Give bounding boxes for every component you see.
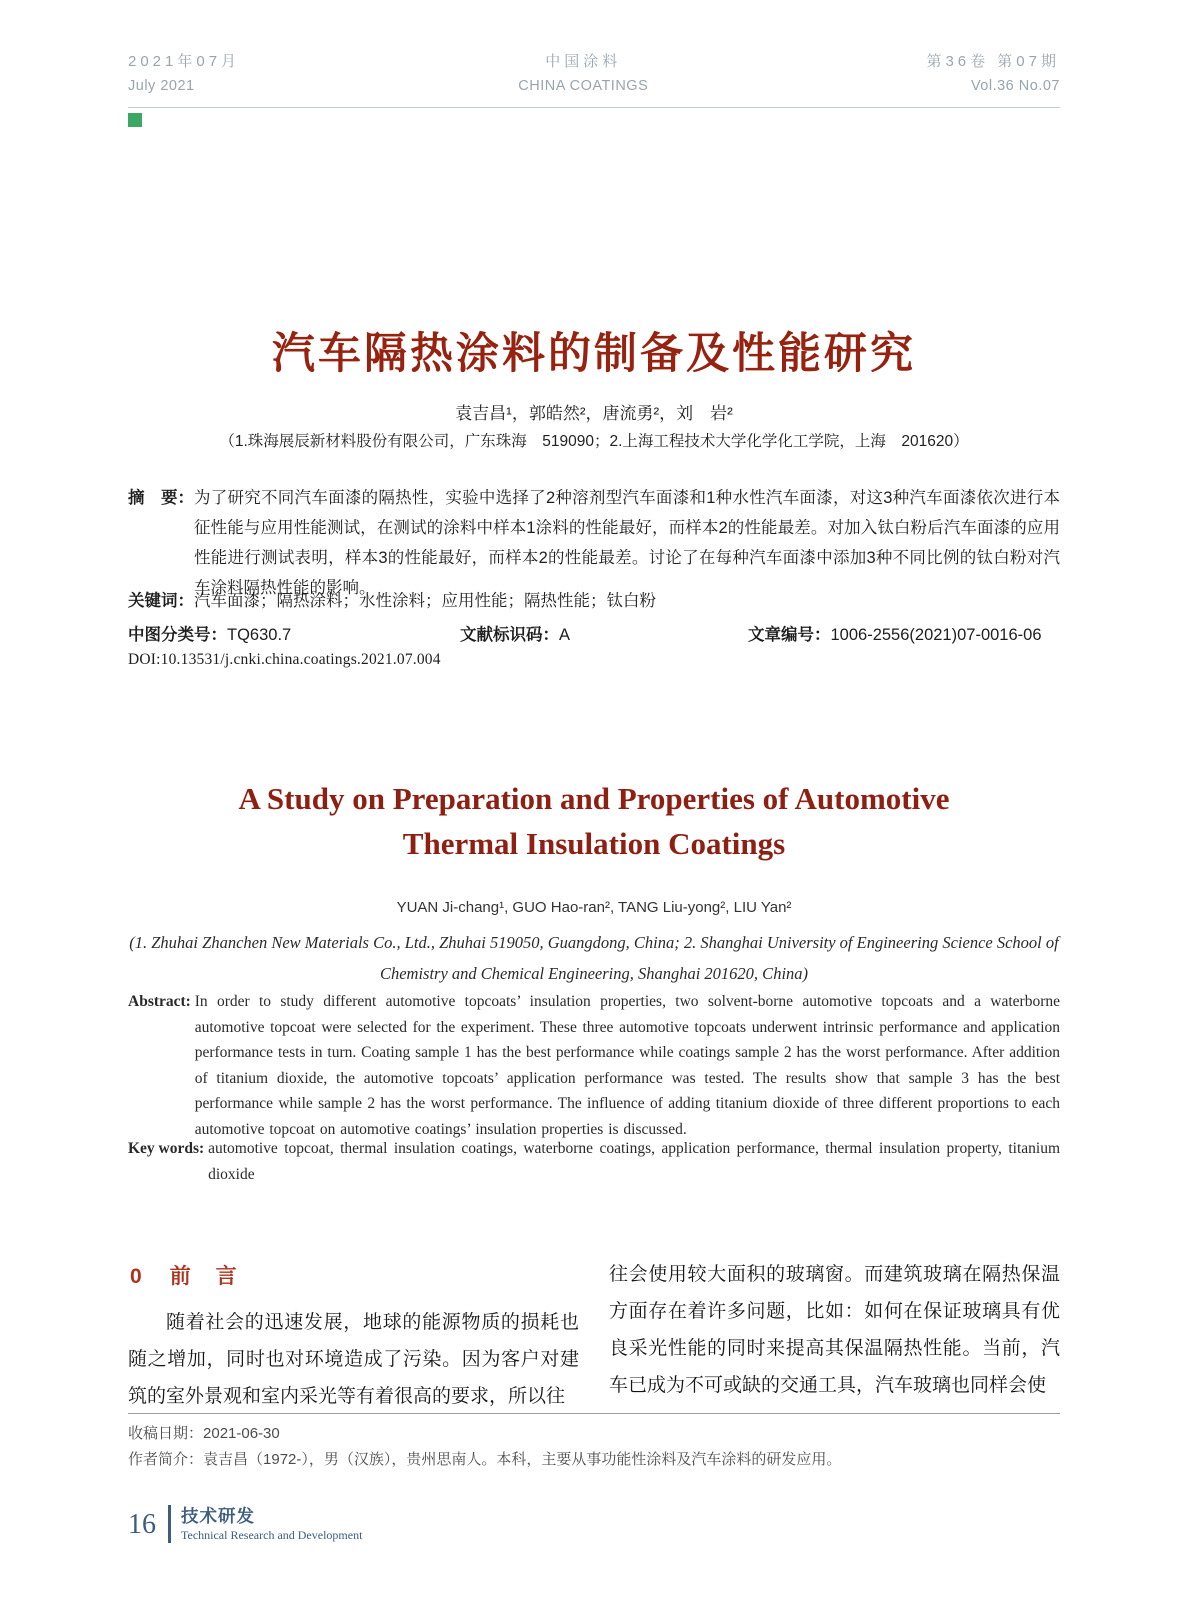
doc-code-label: 文献标识码： xyxy=(460,626,559,644)
intro-section xyxy=(128,1256,1060,1415)
article-id-value: 1006-2556(2021)07-0016-06 xyxy=(830,626,1042,644)
page-header xyxy=(128,50,1060,98)
article-id-label: 文章编号： xyxy=(748,626,831,644)
received-value: 2021-06-30 xyxy=(203,1425,280,1442)
affiliation-cn: （1.珠海展辰新材料股份有限公司，广东珠海 519090；2.上海工程技术大学化学化工学院，上海 201620） xyxy=(219,433,969,450)
abstract-label-en: Abstract: xyxy=(128,993,195,1010)
header-date-cn: 2021年07月 xyxy=(128,53,241,70)
keywords-label-cn: 关键词： xyxy=(128,592,194,610)
doc-code-item xyxy=(460,621,570,645)
keywords-text-en: automotive topcoat, thermal insulation coatings, waterborne coatings, application performance, thermal insulation property, titanium dioxide xyxy=(208,1140,1060,1183)
intro-text-left: 随着社会的迅速发展，地球的能源物质的损耗也随之增加，同时也对环境造成了污染。因为客户对建筑的室外景观和室内采光等有着很高的要求，所以往 xyxy=(128,1312,579,1407)
article-id-item xyxy=(748,621,1042,645)
article-title-en-line1: A Study on Preparation and Properties of Automotive xyxy=(238,781,950,816)
affiliation-en: (1. Zhuhai Zhanchen New Materials Co., Ltd., Zhuhai 519050, Guangdong, China; 2. Shanghai University of Engineering Science School of Chemistry and Chemical Engineering, Shanghai 201620, China) xyxy=(129,933,1059,983)
clc-label: 中图分类号： xyxy=(128,626,227,644)
article-title-en xyxy=(128,776,1060,866)
doc-code-value: A xyxy=(559,626,571,644)
authors-cn: 袁吉昌¹，郭皓然²，唐流勇²，刘 岩² xyxy=(455,404,733,423)
abstract-cn-block xyxy=(128,483,1060,603)
section-number: 0 xyxy=(130,1265,144,1288)
footer-bar xyxy=(168,1505,171,1543)
intro-column-left xyxy=(128,1256,579,1415)
header-journal xyxy=(518,50,648,98)
keywords-en-block xyxy=(128,1136,1060,1188)
article-title-en-line2: Thermal Insulation Coatings xyxy=(402,826,786,861)
bio-label: 作者简介： xyxy=(128,1451,204,1468)
received-date-line xyxy=(128,1421,1060,1447)
abstract-text-cn: 为了研究不同汽车面漆的隔热性，实验中选择了2种溶剂型汽车面漆和1种水性汽车面漆，对这3种汽车面漆依次进行本征性能与应用性能测试，在测试的涂料中样本1涂料的性能最好，而样本2的性能最差。对加入钛白粉后汽车面漆的应用性能进行测试表明，样本3的性能最好，而样本2的性能最差。讨论了在每种汽车面漆中添加3种不同比例的钛白粉对汽车涂料隔热性能的影响。 xyxy=(194,489,1060,597)
keywords-text-cn: 汽车面漆；隔热涂料；水性涂料；应用性能；隔热性能；钛白粉 xyxy=(194,592,656,610)
header-divider xyxy=(128,107,1060,108)
footer-column xyxy=(181,1505,362,1543)
header-issue-en: Vol.36 No.07 xyxy=(970,78,1060,94)
footnote-divider xyxy=(128,1413,1060,1414)
keywords-label-en: Key words: xyxy=(128,1140,209,1157)
intro-text-right: 往会使用较大面积的玻璃窗。而建筑玻璃在隔热保温方面存在着许多问题，比如：如何在保证玻璃具有优良采光性能的同时来提高其保温隔热性能。当前，汽车已成为不可或缺的交通工具，汽车玻璃也同样会使 xyxy=(609,1264,1060,1396)
classification-row xyxy=(128,621,1060,645)
journal-name-en: CHINA COATINGS xyxy=(518,78,649,94)
bio-value: 袁吉昌（1972-），男（汉族），贵州思南人。本科，主要从事功能性涂料及汽车涂料的研发应用。 xyxy=(203,1451,842,1468)
header-date-en: July 2021 xyxy=(128,78,195,94)
header-issue xyxy=(926,50,1060,98)
article-title-cn: 汽车隔热涂料的制备及性能研究 xyxy=(272,330,916,378)
received-label: 收稿日期： xyxy=(128,1425,204,1442)
footer-column-en: Technical Research and Development xyxy=(181,1528,363,1542)
green-accent-square xyxy=(128,113,142,127)
page-footer xyxy=(128,1505,362,1543)
header-issue-cn: 第36卷 第07期 xyxy=(926,53,1060,70)
keywords-cn-block xyxy=(128,588,1060,614)
doi-line: DOI:10.13531/j.cnki.china.coatings.2021.07.004 xyxy=(128,651,441,668)
page-number: 16 xyxy=(128,1509,156,1540)
intro-column-right xyxy=(609,1256,1060,1415)
journal-name-cn: 中国涂料 xyxy=(545,53,622,70)
section-heading xyxy=(130,1260,579,1290)
section-title: 前 言 xyxy=(169,1265,239,1288)
abstract-en-block xyxy=(128,989,1060,1143)
clc-value: TQ630.7 xyxy=(227,626,292,644)
header-date xyxy=(128,50,240,98)
clc-item xyxy=(128,621,291,645)
authors-en: YUAN Ji-chang¹, GUO Hao-ran², TANG Liu-yong², LIU Yan² xyxy=(396,899,792,916)
abstract-text-en: In order to study different automotive topcoats’ insulation properties, two solvent-borne automotive topcoats and a waterborne automotive topcoat were selected for the experiment. These three automotive topcoats underwent intrinsic performance and application performance tests in turn. Coating sample 1 has the best performance while coatings sample 2 has the worst performance. After addition of titanium dioxide, the automotive topcoats’ application performance was tested. The results show that sample 3 has the best performance while sample 2 has the worst performance. The influence of adding titanium dioxide of three different proportions to each automotive topcoat on automotive coatings’ insulation properties is discussed. xyxy=(194,993,1060,1138)
footer-column-cn: 技术研发 xyxy=(181,1506,255,1526)
author-bio-line xyxy=(128,1447,1060,1473)
abstract-label-cn: 摘 要： xyxy=(128,489,194,507)
